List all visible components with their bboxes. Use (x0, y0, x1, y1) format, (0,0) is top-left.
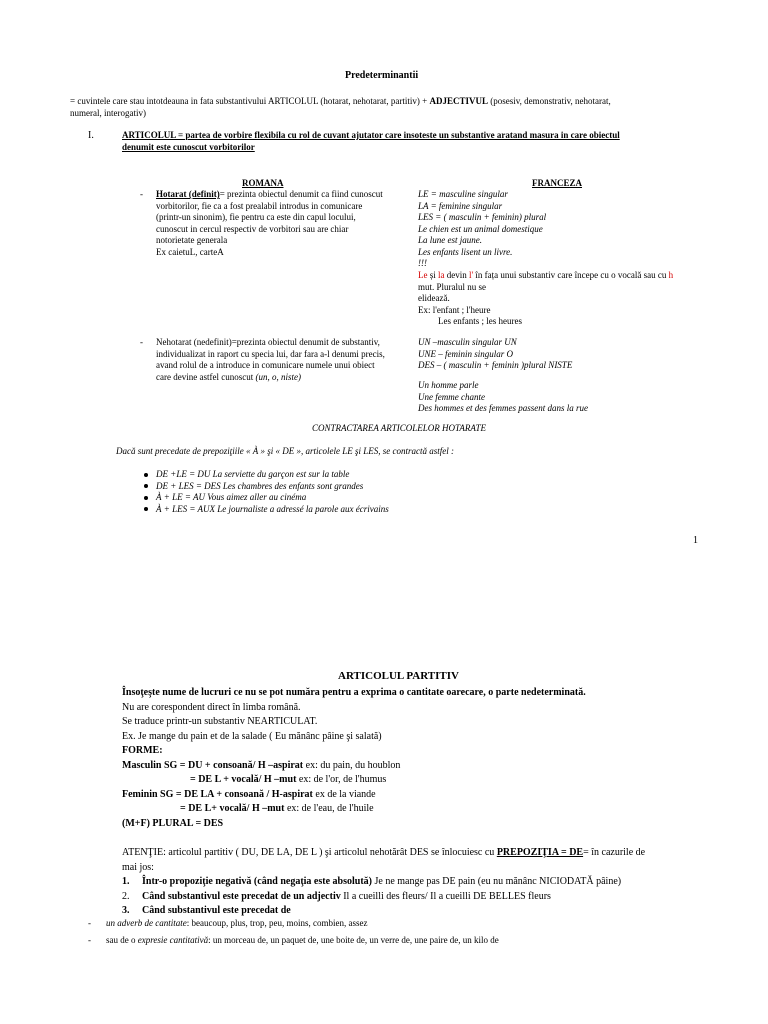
sub-dash: - (88, 918, 91, 928)
french-line: Le chien est un animal domestique (418, 223, 543, 234)
list-number: 2. (122, 890, 130, 902)
bullet-dash: - (140, 189, 143, 199)
french-line: LES = ( masculin + feminin) plural (418, 212, 547, 222)
bullet-dash: - (140, 337, 143, 347)
intro-line-1 (70, 96, 611, 108)
column-header-romana: ROMANA (242, 178, 284, 188)
atentie-block (122, 846, 645, 875)
case-example: Je ne mange pas DE pain (eu nu mănânc NICIODATĂ pâine) (372, 876, 622, 887)
elision-example: Ex: l'enfant ; l'heure (418, 304, 491, 315)
form-rule: = DE L + vocală/ H –mut (190, 774, 297, 785)
bullet-icon (144, 507, 148, 511)
french-line: UNE – feminin singular O (418, 348, 514, 359)
list-item-text: DE +LE = DU La serviette du garçon est sur la table (156, 469, 350, 479)
hotarat-line: (printr-un sinonim), fie pentru ca este din capul locului, (156, 212, 356, 222)
list-item (144, 492, 389, 504)
cases-list (122, 875, 621, 919)
hotarat-line: vorbitorilor, fie ca a fost prealabil introdus in comunicare (156, 200, 363, 211)
form-rule: Feminin SG = DE LA + consoană / H-aspirat (122, 788, 313, 800)
french-example: Un homme parle (418, 380, 479, 390)
nehotarat-line: individualizat in raport cu specia lui, dar fara a-l denumi precis, (156, 348, 385, 359)
sub-item-term: un adverb de cantitate (106, 918, 187, 928)
atentie-text: ATENŢIE: articolul partitiv ( DU, DE LA, DE L ) şi articolul nehotărât DES se înlocuiesc cu (122, 847, 497, 858)
elision-si: și (427, 270, 439, 280)
list-number: 1. (122, 876, 130, 887)
list-item (144, 481, 389, 493)
intro-suffix: (posesiv, demonstrativ, nehotarat, (487, 96, 611, 106)
contraction-list (144, 469, 389, 515)
intro-mid: (hotarat, nehotarat, partitiv) + (318, 96, 430, 106)
form-example: ex: de l'eau, de l'huile (284, 803, 374, 814)
french-indefinite-examples (418, 380, 588, 415)
contraction-intro: Dacă sunt precedate de prepoziţiile « À » şi « DE », articolele LE şi LES, se contractă astfel : (116, 446, 455, 456)
french-line: DES – ( masculin + feminin )plural NISTE (418, 360, 573, 370)
french-line: Les enfants lisent un livre. (418, 246, 513, 257)
elision-line: mut. Pluralul nu se (418, 281, 486, 292)
form-example: ex: du pain, du houblon (303, 759, 401, 771)
form-example: ex de la viande (312, 788, 376, 800)
list-item (122, 875, 621, 890)
atentie-text: = în cazurile de (583, 847, 646, 858)
sub-item-expression (106, 935, 499, 947)
list-item-text: À + LE = AU Vous aimez aller au cinéma (156, 492, 307, 502)
elision-block (418, 270, 673, 328)
body-line: Se traduce printr-un substantiv NEARTICULAT. (122, 716, 318, 727)
nehotarat-line: avand rolul de a introduce in comunicare numele unui obiect (156, 360, 375, 370)
elision-h: h (668, 270, 674, 280)
form-rule: Masculin SG = DU + consoană/ H –aspirat (122, 759, 304, 771)
case-heading: Când substantivul este precedat de un adjectiv (142, 890, 341, 902)
nehotarat-block (156, 337, 385, 383)
section-number: I. (88, 130, 94, 141)
sub-item-text: : beaucoup, plus, trop, peu, moins, combien, assez (186, 918, 368, 928)
intro-prefix: = cuvintele care stau intotdeauna in fata substantivului (70, 96, 269, 106)
list-item (144, 469, 389, 481)
section-definition-line-2: denumit este cunoscut vorbitorilor (122, 142, 255, 152)
french-line: UN –masculin singular UN (418, 337, 517, 347)
elision-rest: în fața unui substantiv care începe cu o vocală sau cu (473, 270, 669, 280)
body-line: Nu are corespondent direct în limba română. (122, 701, 301, 713)
sub-item-text: sau de o (106, 935, 138, 945)
nehotarat-examples: (un, o, niste) (255, 371, 301, 382)
sub-dash: - (88, 935, 91, 945)
list-item (122, 904, 621, 919)
hotarat-line: = prezinta obiectul denumit ca fiind cunoscut (219, 189, 383, 199)
hotarat-line: cunoscut in cercul respectiv de vorbitori sau are chiar (156, 223, 349, 234)
elision-apostrophe: l' (469, 270, 474, 280)
bullet-icon (144, 496, 148, 500)
page-title: Predeterminantii (345, 70, 419, 81)
list-number: 3. (122, 905, 130, 916)
section-definition-line-1: ARTICOLUL = partea de vorbire flexibila cu rol de cuvant ajutator care insoteste un substantive aratand masura in care obiectul (122, 130, 620, 140)
sub-item-text: : un morceau de, un paquet de, une boite de, un verre de, une paire de, un kilo de (208, 935, 499, 945)
french-line: LA = feminine singular (418, 200, 503, 211)
hotarat-block (156, 189, 383, 258)
french-definite-block (418, 189, 546, 270)
page-number: 1 (693, 535, 698, 546)
contraction-title: CONTRACTAREA ARTICOLELOR HOTARATE (312, 423, 487, 433)
forme-label: FORME: (122, 745, 163, 756)
bullet-icon (144, 484, 148, 488)
form-rule: = DE L+ vocală/ H –mut (180, 803, 285, 814)
body-line: Ex. Je mange du pain et de la salade ( Eu mănânc pâine şi salată) (122, 730, 382, 742)
french-line: La lune est jaune. (418, 235, 482, 245)
elision-le: Le (418, 270, 428, 280)
nehotarat-line: Nehotarat (nedefinit)=prezinta obiectul denumit de substantiv, (156, 337, 380, 347)
elision-la: la (438, 270, 445, 280)
nehotarat-line: care devine astfel cunoscut (156, 371, 256, 382)
elision-example: Les enfants ; les heures (438, 316, 522, 326)
column-header-franceza: FRANCEZA (532, 178, 583, 188)
case-heading: Într-o propoziţie negativă (când negaţia este absolută) (142, 876, 372, 887)
sub-item-term: expresie cantitativă (137, 935, 209, 945)
elision-devin: devin (444, 270, 470, 280)
list-item (122, 890, 621, 905)
hotarat-label: Hotarat (definit) (156, 189, 220, 199)
atentie-text: mai jos: (122, 861, 154, 873)
french-line: LE = masculine singular (418, 189, 508, 199)
case-example: Il a cueilli des fleurs/ Il a cueilli DE BELLES fleurs (340, 890, 551, 902)
intro-articol: ARTICOLUL (268, 96, 319, 106)
section-title: ARTICOLUL PARTITIV (338, 670, 459, 682)
case-heading: Când substantivul este precedat de (142, 905, 291, 916)
hotarat-line: notorietate generala (156, 235, 228, 245)
list-item (144, 504, 389, 516)
list-item-text: À + LES = AUX Le journaliste a adressé la parole aux écrivains (156, 503, 389, 514)
atentie-prep: PREPOZIŢIA = DE (496, 847, 584, 858)
form-rule: (M+F) PLURAL = DES (122, 817, 224, 829)
french-indefinite-block (418, 337, 572, 372)
form-example: ex: de l'or, de l'humus (296, 774, 387, 785)
partitiv-body (122, 686, 586, 831)
sub-item-adverb (106, 918, 367, 930)
french-example: Une femme chante (418, 391, 485, 402)
elision-line: elidează. (418, 293, 450, 303)
lead-text: Însoţeşte nume de lucruri ce nu se pot număra pentru a exprima o cantitate oarecare, o parte nedeterminată. (122, 687, 586, 698)
bullet-icon (144, 473, 148, 477)
intro-line-2: numeral, interogativ) (70, 108, 146, 118)
intro-adjectiv: ADJECTIVUL (429, 96, 488, 106)
french-example: Des hommes et des femmes passent dans la rue (418, 403, 588, 413)
list-item-text: DE + LES = DES Les chambres des enfants sont grandes (156, 480, 364, 491)
hotarat-example: Ex caietuL, carteA (156, 246, 224, 257)
french-line: !!! (418, 258, 427, 268)
